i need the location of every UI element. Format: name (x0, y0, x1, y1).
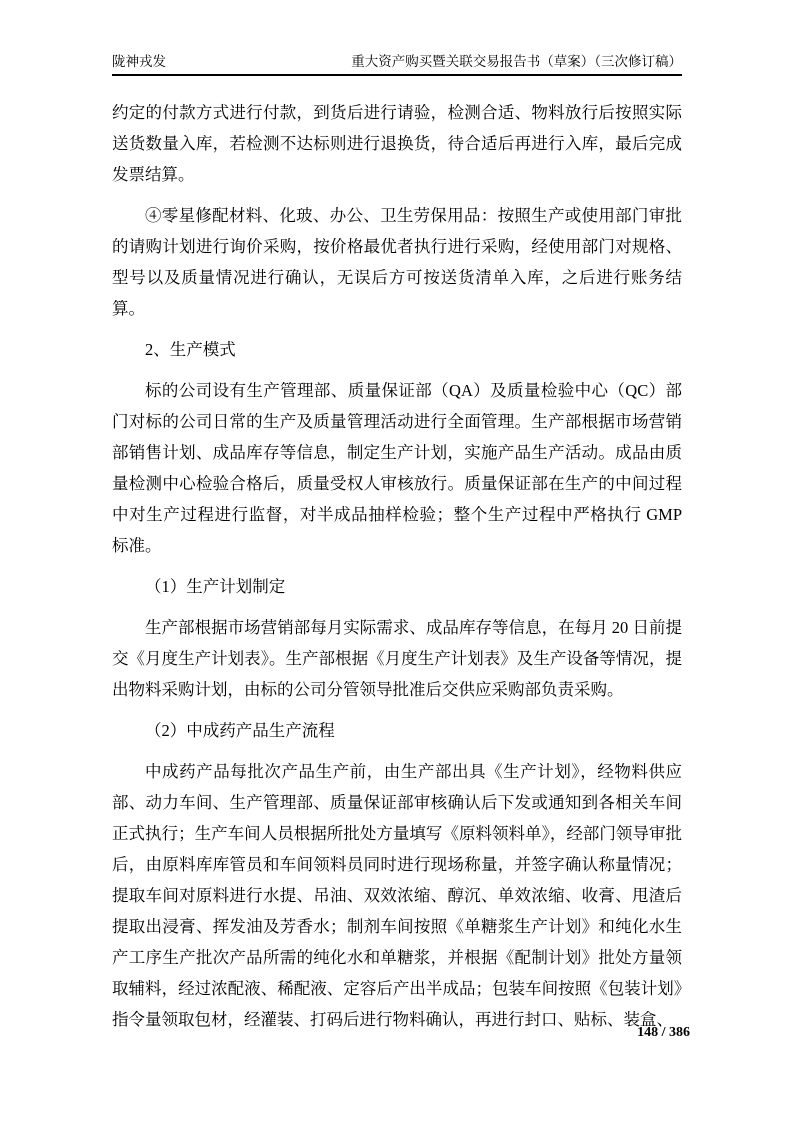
page-number: 148 / 386 (637, 1025, 690, 1040)
document-body (112, 97, 682, 1045)
page-header (112, 53, 682, 76)
paragraph-tcm-process: 中成药产品每批次产品生产前，由生产部出具《生产计划》，经物料供应部、动力车间、生产管理部、质量保证部审核确认后下发或通知到各相关车间正式执行；生产车间人员根据所批处方量填写《原料领料单》，经部门领导审批后，由原料库库管员和车间领料员同时进行现场称量，并签字确认称量情况；提取车间对原料进行水提、吊油、双效浓缩、醇沉、单效浓缩、收膏、甩渣后提取出浸膏、挥发油及芳香水；制剂车间按照《单糖浆生产计划》和纯化水生产工序生产批次产品所需的纯化水和单糖浆，并根据《配制计划》批处方量领取辅料，经过浓配液、稀配液、定容后产出半成品；包装车间按照《包装计划》指令量领取包材，经灌装、打码后进行物料确认，再进行封口、贴标、装盒、 (112, 762, 682, 1029)
paragraph-continuation: 约定的付款方式进行付款，到货后进行请验，检测合适、物料放行后按照实际送货数量入库，若检测不达标则进行退换货，待合适后再进行入库，最后完成发票结算。 (112, 103, 682, 184)
paragraph-item-4: ④零星修配材料、化玻、办公、卫生劳保用品：按照生产或使用部门审批的请购计划进行询价采购，按价格最优者执行进行采购，经使用部门对规格、型号以及质量情况进行确认，无误后方可按送货清单入库，之后进行账务结算。 (112, 206, 682, 318)
section-heading-production-mode: 2、生产模式 (145, 340, 236, 359)
header-report-title: 重大资产购买暨关联交易报告书（草案）（三次修订稿） (351, 54, 682, 69)
section-heading-production-plan: （1）生产计划制定 (145, 577, 286, 596)
header-company-name: 陇神戎发 (112, 54, 166, 69)
paragraph-production-overview: 标的公司设有生产管理部、质量保证部（QA）及质量检验中心（QC）部门对标的公司日常的生产及质量管理活动进行全面管理。生产部根据市场营销部销售计划、成品库存等信息，制定生产计划，实施产品生产活动。成品由质量检测中心检验合格后，质量受权人审核放行。质量保证部在生产的中间过程中对生产过程进行监督，对半成品抽样检验；整个生产过程中严格执行 GMP 标准。 (112, 381, 682, 555)
section-heading-tcm-process: （2）中成药产品生产流程 (145, 721, 335, 740)
page-footer (112, 1024, 690, 1042)
paragraph-production-plan: 生产部根据市场营销部每月实际需求、成品库存等信息，在每月 20 日前提交《月度生产计划表》。生产部根据《月度生产计划表》及生产设备等情况，提出物料采购计划，由标的公司分管领导批准后交供应采购部负责采购。 (112, 618, 682, 699)
